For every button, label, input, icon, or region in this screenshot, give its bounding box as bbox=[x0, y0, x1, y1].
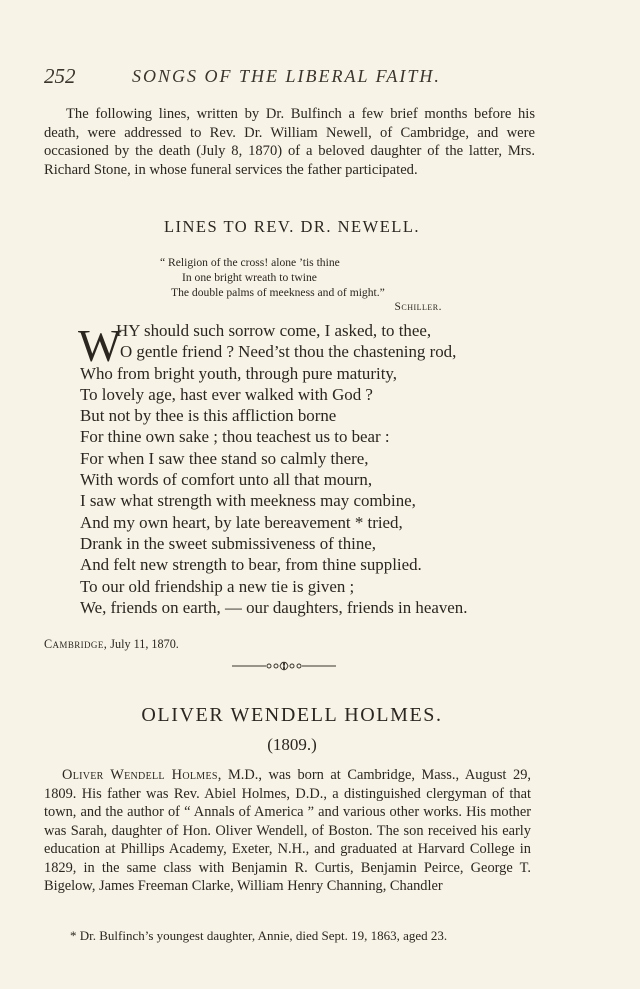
epigraph-attribution: Schiller. bbox=[394, 301, 442, 313]
poem-line: And felt new strength to bear, from thine supplied. bbox=[80, 555, 422, 575]
intro-paragraph: The following lines, written by Dr. Bulfinch a few brief months before his death, were addressed to Rev. Dr. William Newell, of Cambridge, and were occasioned by the death (July 8, 1870) of a beloved daughter of the latter, Mrs. Richard Stone, in whose funeral services the father participated. bbox=[44, 106, 535, 178]
signoff-date: July 11, 1870. bbox=[107, 637, 179, 651]
running-head: SONGS OF THE LIBERAL FAITH. bbox=[132, 66, 441, 86]
epigraph bbox=[160, 255, 450, 315]
poem-line: We, friends on earth, — our daughters, friends in heaven. bbox=[80, 597, 468, 617]
page-number: 252 bbox=[44, 64, 76, 88]
poem-line: HY should such sorrow come, I asked, to thee, bbox=[116, 321, 432, 340]
signoff-place: Cambridge, bbox=[44, 637, 108, 651]
poem-line: For when I saw thee stand so calmly there, bbox=[80, 448, 369, 468]
epigraph-line: The double palms of meekness and of might.” bbox=[171, 286, 385, 299]
poem-signoff bbox=[44, 637, 179, 652]
poem-body bbox=[80, 320, 550, 618]
poem-line: Drank in the sweet submissiveness of thine, bbox=[80, 533, 377, 553]
poem-title: LINES TO REV. DR. NEWELL. bbox=[163, 217, 421, 236]
epigraph-line: “ Religion of the cross! alone ’tis thine bbox=[160, 256, 340, 269]
poem-line: But not by thee is this affliction borne bbox=[80, 406, 337, 426]
poem-line: To lovely age, hast ever walked with God ? bbox=[80, 384, 373, 404]
poem-line: O gentle friend ? Need’st thou the chastening rod, bbox=[120, 342, 457, 362]
poem-line: Who from bright youth, through pure maturity, bbox=[80, 363, 397, 383]
poem-line: And my own heart, by late bereavement * tried, bbox=[80, 512, 403, 532]
poem-line: For thine own sake ; thou teachest us to bear : bbox=[80, 427, 390, 447]
poem-line: I saw what strength with meekness may combine, bbox=[80, 491, 416, 511]
footnote: * Dr. Bulfinch’s youngest daughter, Annie, died Sept. 19, 1863, aged 23. bbox=[70, 928, 448, 943]
page-header bbox=[44, 64, 604, 92]
bio-name: Oliver Wendell Holmes bbox=[62, 767, 218, 783]
ornament-divider-icon bbox=[232, 659, 336, 673]
poem-line: To our old friendship a new tie is given ; bbox=[80, 576, 355, 596]
poem-line: With words of comfort unto all that mourn, bbox=[80, 470, 373, 490]
epigraph-line: In one bright wreath to twine bbox=[182, 271, 317, 284]
drop-cap: W bbox=[78, 320, 122, 371]
biography-paragraph bbox=[44, 766, 531, 896]
bio-text: , M.D., was born at Cambridge, Mass., August 29, 1809. His father was Rev. Abiel Holmes, D.D., a distinguished clergyman of that town, and the author of “ Annals of America ” and various other works. His mother was Sarah, daughter of Hon. Oliver Wendell, of Boston. The son received his early education at Phillips Academy, Exeter, N.H., and graduated at Harvard College in 1829, in the same class with Benjamin R. Curtis, Benjamin Peirce, George T. Bigelow, James Freeman Clarke, William Henry Channing, Chandler bbox=[44, 767, 531, 894]
section-year: (1809.) bbox=[267, 735, 317, 754]
section-title: OLIVER WENDELL HOLMES. bbox=[141, 704, 443, 726]
